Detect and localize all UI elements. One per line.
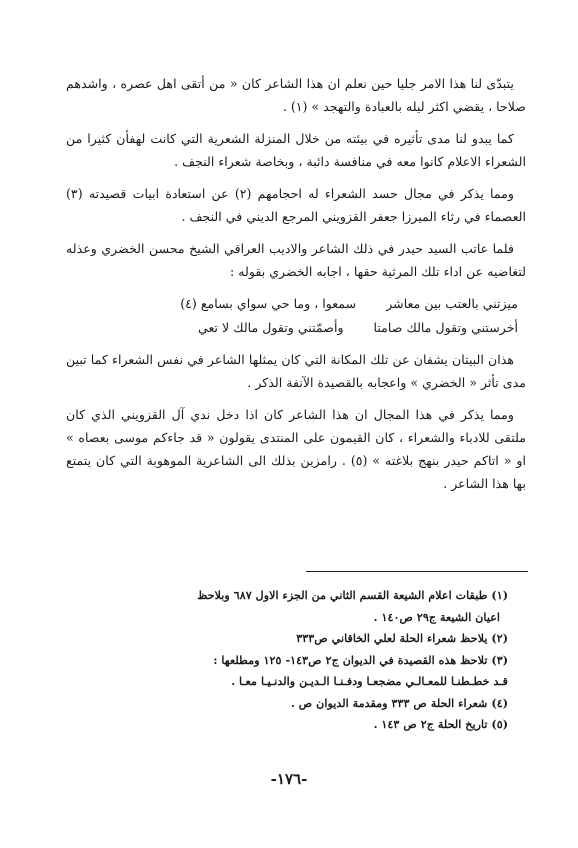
footnote-separator — [306, 571, 528, 572]
footnote-1-continuation: اعيان الشيعة ج٢٩ ص١٤٠ . — [373, 609, 500, 624]
page-number: -١٧٦- — [270, 770, 308, 788]
poem-line-2-second-hemistich: وأصمّتني وتقول مالك لا تعي — [197, 320, 344, 335]
paragraph-4: فلما عاتب السيد حيدر في ذلك الشاعر والاديب العراقي الشيخ محسن الخضري وعذله لتغاضيه عن اداء تلك المرثية حقها ، اجابه الخضري بقوله : — [66, 241, 526, 279]
paragraph-1: يتبدّى لنا هذا الامر جليا حين نعلم ان هذا الشاعر كان « من أتقى اهل عصره ، واشدهم صلاحا ، يقضي اكثر ليله بالعبادة والتهجد » (١) . — [66, 76, 526, 114]
footnote-4: (٤) شعراء الحلة ص ٣٣٣ ومقدمة الديوان ص . — [290, 695, 508, 710]
footnote-3-verse: قـد خطـطنـا للمعـالـي مضجعـا ودفـنـا الـديـن والدنـيـا معـا . — [231, 674, 508, 688]
footnote-2: (٢) يلاحظ شعراء الحلة لعلي الخاقاني ص٣٣٣ — [296, 631, 508, 645]
footnote-3: (٣) تلاحظ هذه القصيدة في الديوان ج٢ ص١٤٣- ١٢٥ ومطلعها : — [213, 652, 508, 667]
paragraph-2: كما يبدو لنا مدى تأثيره في بيئته من خلال المنزلة الشعرية التي كانت لهفأن كثيرا من الشعراء الاعلام كانوا معه في منافسة دائبة ، وبخاصة شعراء النجف . — [66, 131, 526, 169]
poem-line-2 — [66, 316, 518, 340]
footnote-1: (١) طبقات اعلام الشيعة القسم الثاني من الجزء الاول ٦٨٧ وبلاحظ — [197, 588, 508, 602]
paragraph-5: هذان البيتان يشفان عن تلك المكانة التي كان يمثلها الشاعر في نفس الشعراء كما تبين مدى تأثر « الخضري » واعجابه بالقصيدة الآنفة الذكر . — [66, 352, 526, 390]
poem-line-2-first-hemistich: أخرستني وتقول مالك صامتا — [373, 320, 518, 335]
paragraph-3: ومما يذكر في مجال حسد الشعراء له احجامهم (٢) عن استعادة ابيات قصيدته (٣) العصماء في رثاء الميرزا جعفر القزويني المرجع الديني في النجف . — [66, 186, 526, 224]
paragraph-6: ومما يذكر في هذا المجال ان هذا الشاعر كان اذا دخل ندي آل القزويني الذي كان ملتقى للادباء والشعراء ، كان القيمون على المنتدى يقولون « قد جاءكم موسى بعصاه » او « اتاكم حيدر بنهج بلاغته » (٥) . رامزين بذلك الى الشاعرية الموهوبة التي كان يتمتع بها هذا الشاعر . — [66, 407, 526, 491]
main-text — [66, 72, 526, 504]
poem — [66, 292, 526, 340]
footnotes — [68, 585, 508, 736]
poem-line-1-second-hemistich: سمعوا ، وما حي سواي بسامع (٤) — [180, 296, 357, 311]
poem-line-1-first-hemistich: ميزتني بالعتب بين معاشر — [386, 296, 518, 311]
poem-line-1 — [66, 292, 518, 316]
footnote-5: (٥) تاريخ الحلة ج٢ ص ١٤٣ . — [373, 717, 508, 731]
